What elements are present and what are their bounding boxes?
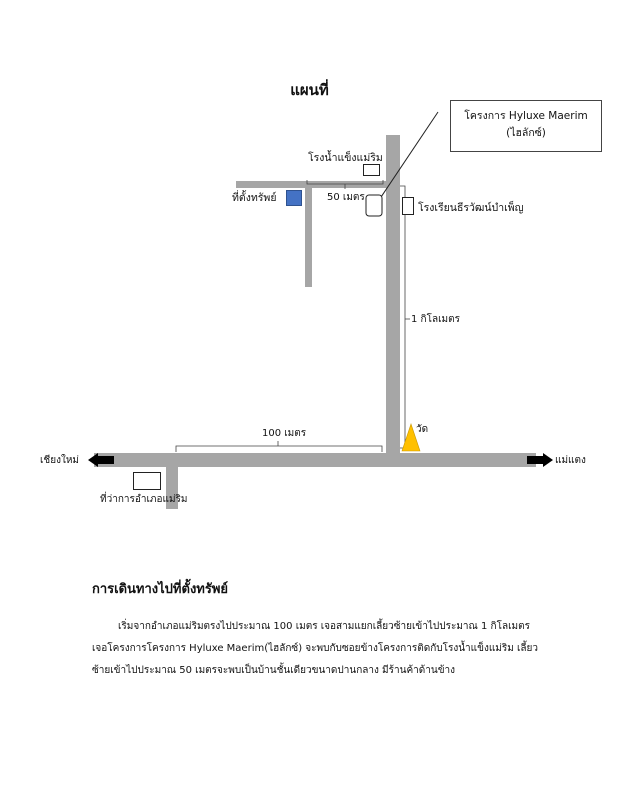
bracket-1km — [400, 186, 405, 448]
property-road — [305, 186, 312, 287]
label-temple: วัด — [416, 424, 429, 435]
label-mae-taeng: แม่แตง — [555, 455, 586, 466]
ice-factory-building — [363, 164, 380, 176]
callout-pointer — [375, 112, 438, 206]
project-callout — [450, 100, 602, 152]
label-ice-factory: โรงน้ำแข็งแม่ริม — [308, 152, 383, 164]
map-title: แผนที่ — [290, 81, 329, 99]
project-road — [386, 135, 400, 455]
bracket-100m — [176, 446, 382, 452]
directions-heading: การเดินทางไปที่ตั้งทรัพย์ — [92, 582, 229, 597]
callout-line2: (ไฮลักซ์) — [506, 127, 546, 139]
label-distance-100m: 100 เมตร — [262, 428, 307, 439]
directions-text: เริ่มจากอำเภอแม่ริมตรงไปประมาณ 100 เมตร เจอสามแยกเลี้ยวซ้ายเข้าไปประมาณ 1 กิโลเมตร เจอโครงการโครงการ Hyluxe Maerim(ไฮลักซ์) จะพบกับซอยข้างโครงการติดกับโรงน้ำแข็งแม่ริม เลี้ยวซ้ายเข้าไปประมาณ 50 เมตรจะพบเป็นบ้านชั้นเดียวขนาดปานกลาง มีร้านค้าด้านข้าง — [92, 621, 539, 676]
label-distance-1km: 1 กิโลเมตร — [411, 314, 460, 325]
label-district-office: ที่ว่าการอำเภอแม่ริม — [100, 494, 188, 505]
project-building — [366, 195, 382, 216]
label-distance-50m: 50 เมตร — [327, 192, 365, 203]
property-marker — [286, 190, 302, 206]
district-office-building — [133, 472, 161, 490]
label-school: โรงเรียนธีรวัฒน์บำเพ็ญ — [418, 202, 524, 214]
callout-line1: โครงการ Hyluxe Maerim — [464, 110, 588, 122]
label-chiang-mai: เชียงใหม่ — [40, 455, 80, 466]
label-property: ที่ตั้งทรัพย์ — [232, 192, 277, 204]
school-building — [402, 197, 414, 215]
main-road — [94, 453, 536, 467]
